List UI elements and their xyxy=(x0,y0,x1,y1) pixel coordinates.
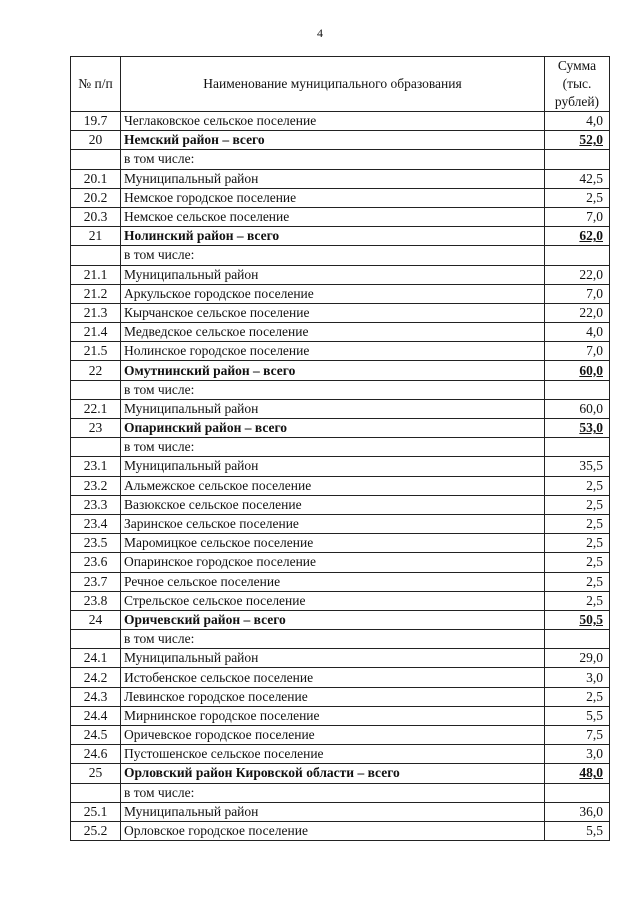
row-number xyxy=(71,150,121,169)
header-name: Наименование муниципального образования xyxy=(121,57,545,112)
row-sum: 2,5 xyxy=(545,572,610,591)
row-name: в том числе: xyxy=(121,630,545,649)
row-name: Муниципальный район xyxy=(121,457,545,476)
row-number: 23.8 xyxy=(71,591,121,610)
row-number: 21.5 xyxy=(71,342,121,361)
row-number: 24.2 xyxy=(71,668,121,687)
table-row xyxy=(71,476,610,495)
table-row xyxy=(71,668,610,687)
table-row xyxy=(71,169,610,188)
row-number xyxy=(71,783,121,802)
row-number xyxy=(71,246,121,265)
row-number: 24.5 xyxy=(71,726,121,745)
row-number: 22 xyxy=(71,361,121,380)
row-sum: 7,0 xyxy=(545,207,610,226)
row-sum: 2,5 xyxy=(545,534,610,553)
row-name: Муниципальный район xyxy=(121,649,545,668)
row-number: 19.7 xyxy=(71,112,121,131)
allocation-table xyxy=(70,56,610,841)
row-sum xyxy=(545,438,610,457)
table-row xyxy=(71,649,610,668)
row-name: Муниципальный район xyxy=(121,169,545,188)
row-sum: 60,0 xyxy=(545,399,610,418)
row-sum: 3,0 xyxy=(545,745,610,764)
row-number: 24.6 xyxy=(71,745,121,764)
row-sum: 29,0 xyxy=(545,649,610,668)
row-sum: 53,0 xyxy=(545,419,610,438)
row-sum: 2,5 xyxy=(545,687,610,706)
row-number: 23.4 xyxy=(71,514,121,533)
table-body xyxy=(71,112,610,841)
row-name: Речное сельское поселение xyxy=(121,572,545,591)
row-sum: 62,0 xyxy=(545,227,610,246)
row-name: Нолинское городское поселение xyxy=(121,342,545,361)
row-number: 23.2 xyxy=(71,476,121,495)
table-row xyxy=(71,342,610,361)
table-row xyxy=(71,591,610,610)
row-sum: 60,0 xyxy=(545,361,610,380)
table-row xyxy=(71,706,610,725)
row-sum: 42,5 xyxy=(545,169,610,188)
table-row xyxy=(71,112,610,131)
row-number: 25.2 xyxy=(71,821,121,840)
row-number: 24.3 xyxy=(71,687,121,706)
row-sum: 7,5 xyxy=(545,726,610,745)
table-row xyxy=(71,726,610,745)
row-sum xyxy=(545,630,610,649)
table-row xyxy=(71,399,610,418)
row-sum: 2,5 xyxy=(545,514,610,533)
table-row xyxy=(71,821,610,840)
row-name: Оричевский район – всего xyxy=(121,610,545,629)
row-sum: 22,0 xyxy=(545,303,610,322)
header-sum: Сумма (тыс. рублей) xyxy=(545,57,610,112)
row-name: Орловский район Кировской области – всего xyxy=(121,764,545,783)
row-number: 20.1 xyxy=(71,169,121,188)
row-sum: 2,5 xyxy=(545,476,610,495)
table-row-subheading xyxy=(71,630,610,649)
row-name: в том числе: xyxy=(121,246,545,265)
row-number: 20 xyxy=(71,131,121,150)
row-name: Муниципальный район xyxy=(121,802,545,821)
row-name: Немское сельское поселение xyxy=(121,207,545,226)
row-number: 24.1 xyxy=(71,649,121,668)
row-name: Медведское сельское поселение xyxy=(121,323,545,342)
row-name: Оричевское городское поселение xyxy=(121,726,545,745)
row-name: в том числе: xyxy=(121,783,545,802)
row-sum: 4,0 xyxy=(545,112,610,131)
table-row-subheading xyxy=(71,438,610,457)
row-sum: 2,5 xyxy=(545,553,610,572)
table-row xyxy=(71,457,610,476)
row-sum: 50,5 xyxy=(545,610,610,629)
row-name: в том числе: xyxy=(121,438,545,457)
table-row-subheading xyxy=(71,783,610,802)
table-row-subheading xyxy=(71,380,610,399)
row-sum xyxy=(545,246,610,265)
row-name: Вазюкское сельское поселение xyxy=(121,495,545,514)
table-row-subheading xyxy=(71,246,610,265)
row-number xyxy=(71,380,121,399)
row-name: Левинское городское поселение xyxy=(121,687,545,706)
row-name: Чеглаковское сельское поселение xyxy=(121,112,545,131)
row-name: Аркульское городское поселение xyxy=(121,284,545,303)
row-number: 21 xyxy=(71,227,121,246)
row-sum xyxy=(545,150,610,169)
table-row xyxy=(71,284,610,303)
table-row xyxy=(71,303,610,322)
row-name: Немский район – всего xyxy=(121,131,545,150)
row-number: 23.6 xyxy=(71,553,121,572)
row-number: 21.1 xyxy=(71,265,121,284)
table-row-total xyxy=(71,419,610,438)
row-number: 21.4 xyxy=(71,323,121,342)
row-number: 25.1 xyxy=(71,802,121,821)
row-sum: 7,0 xyxy=(545,342,610,361)
row-number xyxy=(71,630,121,649)
table-row xyxy=(71,323,610,342)
row-sum: 52,0 xyxy=(545,131,610,150)
table-row xyxy=(71,745,610,764)
table-row xyxy=(71,495,610,514)
row-number: 23 xyxy=(71,419,121,438)
row-sum: 5,5 xyxy=(545,706,610,725)
row-name: Пустошенское сельское поселение xyxy=(121,745,545,764)
table-row xyxy=(71,553,610,572)
row-sum: 48,0 xyxy=(545,764,610,783)
row-number: 23.7 xyxy=(71,572,121,591)
row-name: Альмежское сельское поселение xyxy=(121,476,545,495)
table-header-row xyxy=(71,57,610,112)
row-sum: 2,5 xyxy=(545,495,610,514)
row-name: Маромицкое сельское поселение xyxy=(121,534,545,553)
table-row-total xyxy=(71,361,610,380)
row-name: Кырчанское сельское поселение xyxy=(121,303,545,322)
row-number xyxy=(71,438,121,457)
row-sum: 7,0 xyxy=(545,284,610,303)
row-sum: 35,5 xyxy=(545,457,610,476)
table-row-subheading xyxy=(71,150,610,169)
table-row xyxy=(71,514,610,533)
row-name: Истобенское сельское поселение xyxy=(121,668,545,687)
row-name: Муниципальный район xyxy=(121,399,545,418)
row-sum: 36,0 xyxy=(545,802,610,821)
row-number: 23.5 xyxy=(71,534,121,553)
table-row xyxy=(71,534,610,553)
row-name: в том числе: xyxy=(121,380,545,399)
row-sum: 4,0 xyxy=(545,323,610,342)
table-row-total xyxy=(71,131,610,150)
row-sum: 2,5 xyxy=(545,188,610,207)
row-name: Омутнинский район – всего xyxy=(121,361,545,380)
row-name: в том числе: xyxy=(121,150,545,169)
row-name: Опаринский район – всего xyxy=(121,419,545,438)
row-number: 24.4 xyxy=(71,706,121,725)
row-name: Муниципальный район xyxy=(121,265,545,284)
row-sum: 3,0 xyxy=(545,668,610,687)
row-name: Опаринское городское поселение xyxy=(121,553,545,572)
row-number: 21.3 xyxy=(71,303,121,322)
row-number: 21.2 xyxy=(71,284,121,303)
header-number: № п/п xyxy=(71,57,121,112)
row-number: 25 xyxy=(71,764,121,783)
row-number: 23.3 xyxy=(71,495,121,514)
row-sum: 5,5 xyxy=(545,821,610,840)
row-name: Орловское городское поселение xyxy=(121,821,545,840)
table-row xyxy=(71,572,610,591)
table-row-total xyxy=(71,227,610,246)
table-row xyxy=(71,687,610,706)
row-number: 24 xyxy=(71,610,121,629)
row-name: Заринское сельское поселение xyxy=(121,514,545,533)
row-sum xyxy=(545,380,610,399)
row-number: 20.2 xyxy=(71,188,121,207)
page-number: 4 xyxy=(317,26,323,40)
row-number: 23.1 xyxy=(71,457,121,476)
row-sum: 2,5 xyxy=(545,591,610,610)
table-row xyxy=(71,188,610,207)
row-number: 22.1 xyxy=(71,399,121,418)
table-row xyxy=(71,265,610,284)
row-sum xyxy=(545,783,610,802)
row-name: Нолинский район – всего xyxy=(121,227,545,246)
table-row-total xyxy=(71,764,610,783)
row-number: 20.3 xyxy=(71,207,121,226)
table-row-total xyxy=(71,610,610,629)
row-name: Стрельское сельское поселение xyxy=(121,591,545,610)
row-sum: 22,0 xyxy=(545,265,610,284)
row-name: Мирнинское городское поселение xyxy=(121,706,545,725)
table-row xyxy=(71,207,610,226)
table-row xyxy=(71,802,610,821)
row-name: Немское городское поселение xyxy=(121,188,545,207)
